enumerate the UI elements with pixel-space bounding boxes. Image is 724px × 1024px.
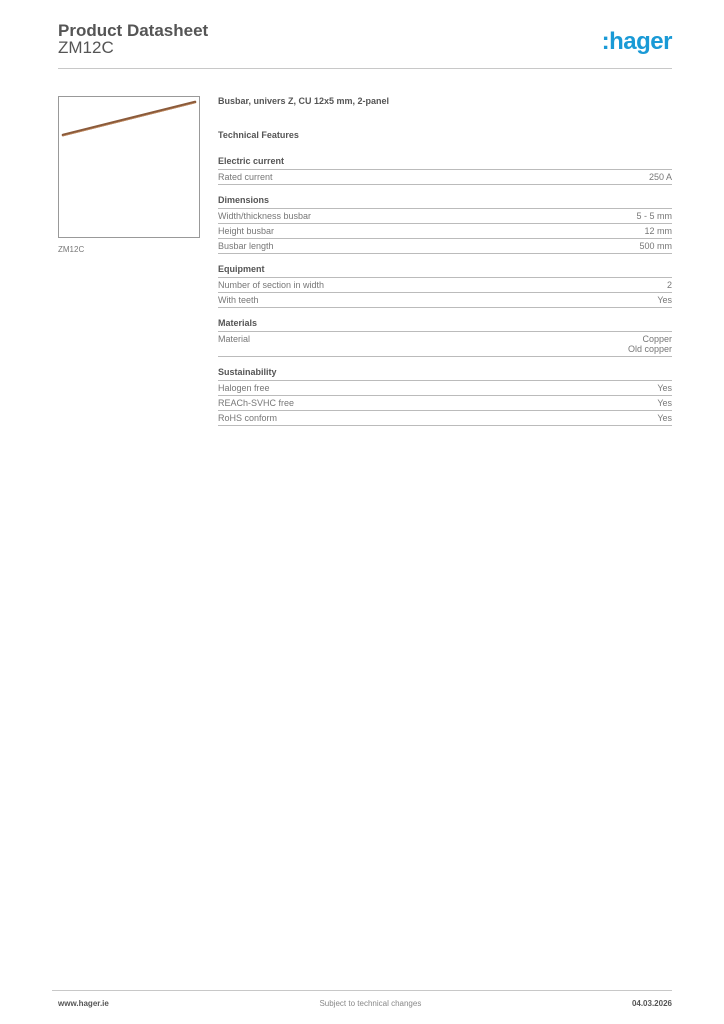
row-value: Yes — [657, 413, 672, 423]
row-value — [628, 334, 672, 354]
table-row — [218, 209, 672, 224]
group-electric-current — [218, 156, 672, 185]
table-row — [218, 396, 672, 411]
group-title: Equipment — [218, 264, 672, 278]
group-title: Dimensions — [218, 195, 672, 209]
row-value: 12 mm — [644, 226, 672, 236]
row-value: Yes — [657, 383, 672, 393]
row-value: Yes — [657, 398, 672, 408]
row-value: Yes — [657, 295, 672, 305]
row-value: 250 A — [648, 172, 672, 182]
table-row — [218, 224, 672, 239]
row-label: Busbar length — [218, 241, 274, 251]
page-title: Product Datasheet — [58, 21, 209, 40]
row-value-line: Old copper — [627, 344, 672, 354]
group-sustainability — [218, 367, 672, 426]
busbar-icon — [59, 97, 199, 237]
image-caption: ZM12C — [58, 245, 85, 254]
row-label: Material — [218, 334, 251, 344]
product-image — [58, 96, 200, 238]
row-label: RoHS conform — [218, 413, 278, 423]
group-materials — [218, 318, 672, 357]
table-row — [218, 411, 672, 426]
hager-logo: :hager — [601, 28, 672, 55]
table-row — [218, 239, 672, 254]
footer — [58, 999, 672, 1008]
row-label: Height busbar — [218, 226, 275, 236]
table-row — [218, 293, 672, 308]
group-title: Materials — [218, 318, 672, 332]
spec-content — [218, 96, 672, 436]
row-label: Number of section in width — [218, 280, 325, 290]
product-code: ZM12C — [58, 38, 114, 57]
row-value-line: Copper — [642, 334, 672, 344]
group-equipment — [218, 264, 672, 308]
footer-notice: Subject to technical changes — [319, 999, 422, 1008]
table-row — [218, 170, 672, 185]
group-dimensions — [218, 195, 672, 254]
row-value: 5 - 5 mm — [636, 211, 672, 221]
group-title: Sustainability — [218, 367, 672, 381]
table-row — [218, 381, 672, 396]
row-label: REACh-SVHC free — [218, 398, 295, 408]
footer-website: www.hager.ie — [58, 999, 109, 1008]
row-label: With teeth — [218, 295, 259, 305]
technical-features-heading: Technical Features — [218, 130, 299, 140]
row-value: 500 mm — [639, 241, 672, 251]
row-label: Rated current — [218, 172, 273, 182]
row-value: 2 — [666, 280, 672, 290]
table-row — [218, 278, 672, 293]
row-label: Halogen free — [218, 383, 270, 393]
group-title: Electric current — [218, 156, 672, 170]
header-divider — [58, 68, 672, 69]
footer-date: 04.03.2026 — [631, 999, 672, 1008]
table-row — [218, 332, 672, 357]
footer-divider — [52, 990, 672, 991]
product-description: Busbar, univers Z, CU 12x5 mm, 2-panel — [218, 96, 390, 106]
row-label: Width/thickness busbar — [218, 211, 312, 221]
